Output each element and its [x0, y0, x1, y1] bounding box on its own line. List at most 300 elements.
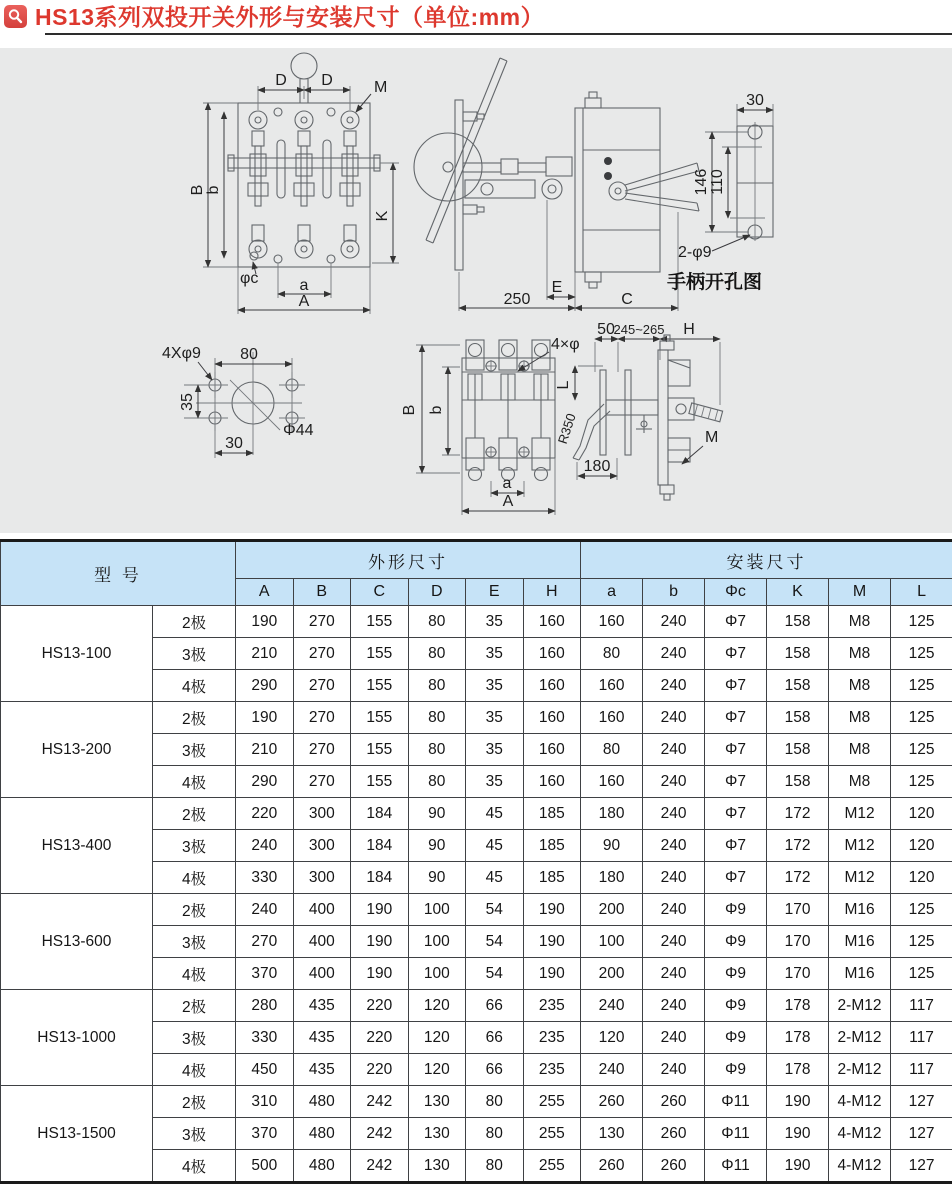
value-cell: M8 [829, 670, 891, 702]
pole-cell: 3极 [153, 830, 236, 862]
value-cell: 178 [767, 1054, 829, 1086]
value-cell: 190 [351, 958, 409, 990]
value-cell: 35 [466, 638, 524, 670]
value-cell: 242 [351, 1150, 409, 1183]
title-divider [45, 33, 952, 35]
col-header-D: D [408, 579, 466, 606]
dim-30b: 30 [225, 435, 243, 452]
value-cell: 170 [767, 958, 829, 990]
value-cell: 120 [891, 830, 952, 862]
col-header-C: C [351, 579, 409, 606]
value-cell: 184 [351, 798, 409, 830]
value-cell: 80 [581, 638, 643, 670]
value-cell: 190 [523, 926, 581, 958]
value-cell: 435 [293, 990, 351, 1022]
value-cell: 190 [236, 702, 294, 734]
value-cell: 190 [523, 894, 581, 926]
pole-cell: 4极 [153, 862, 236, 894]
col-header-H: H [523, 579, 581, 606]
value-cell: 370 [236, 958, 294, 990]
value-cell: 66 [466, 1022, 524, 1054]
value-cell: 255 [523, 1118, 581, 1150]
value-cell: 200 [581, 958, 643, 990]
value-cell: 80 [408, 766, 466, 798]
value-cell: 100 [408, 958, 466, 990]
model-cell: HS13-200 [1, 702, 153, 798]
value-cell: 155 [351, 702, 409, 734]
value-cell: 190 [767, 1118, 829, 1150]
value-cell: M8 [829, 766, 891, 798]
engineering-drawings [0, 48, 952, 533]
value-cell: 235 [523, 990, 581, 1022]
value-cell: 125 [891, 606, 952, 638]
value-cell: 190 [767, 1086, 829, 1118]
value-cell: 100 [408, 894, 466, 926]
value-cell: 130 [408, 1118, 466, 1150]
value-cell: 155 [351, 670, 409, 702]
value-cell: 240 [643, 766, 705, 798]
value-cell: 90 [408, 862, 466, 894]
magnifier-bullet-icon [4, 5, 27, 28]
value-cell: 80 [408, 670, 466, 702]
value-cell: 155 [351, 734, 409, 766]
value-cell: 120 [891, 862, 952, 894]
pole-assembly [248, 111, 360, 258]
dim-30: 30 [746, 92, 764, 109]
col-header-M: M [829, 579, 891, 606]
value-cell: 80 [408, 734, 466, 766]
value-cell: M12 [829, 798, 891, 830]
value-cell: Φ7 [705, 798, 767, 830]
value-cell: 240 [643, 606, 705, 638]
value-cell: 117 [891, 1022, 952, 1054]
value-cell: 240 [643, 990, 705, 1022]
pole-cell: 3极 [153, 1022, 236, 1054]
value-cell: 117 [891, 990, 952, 1022]
value-cell: 125 [891, 702, 952, 734]
dim-80: 80 [240, 346, 258, 363]
value-cell: 178 [767, 1022, 829, 1054]
dim-b2: b [428, 405, 445, 415]
value-cell: 240 [643, 670, 705, 702]
side-view-2 [555, 321, 723, 500]
model-group [1, 702, 952, 798]
value-cell: 125 [891, 894, 952, 926]
pole-cell: 2极 [153, 702, 236, 734]
dim-D-left: D [275, 72, 287, 89]
value-cell: Φ7 [705, 638, 767, 670]
front-view [189, 53, 399, 314]
value-cell: 100 [408, 926, 466, 958]
value-cell: 120 [408, 1022, 466, 1054]
value-cell: 210 [236, 638, 294, 670]
value-cell: 127 [891, 1150, 952, 1183]
value-cell: Φ7 [705, 862, 767, 894]
table-row [1, 1086, 952, 1118]
value-cell: 260 [643, 1150, 705, 1183]
pole-cell: 4极 [153, 1150, 236, 1183]
value-cell: 45 [466, 830, 524, 862]
dim-a2: a [502, 475, 512, 492]
dim-a: a [299, 277, 309, 294]
value-cell: 160 [523, 734, 581, 766]
value-cell: 35 [466, 606, 524, 638]
value-cell: 160 [581, 670, 643, 702]
dim-E: E [551, 279, 563, 296]
value-cell: 260 [581, 1150, 643, 1183]
value-cell: 235 [523, 1022, 581, 1054]
value-cell: 270 [293, 702, 351, 734]
value-cell: 158 [767, 766, 829, 798]
value-cell: 127 [891, 1086, 952, 1118]
value-cell: Φ7 [705, 702, 767, 734]
value-cell: 178 [767, 990, 829, 1022]
value-cell: 400 [293, 894, 351, 926]
col-header-b: b [643, 579, 705, 606]
value-cell: 130 [408, 1086, 466, 1118]
value-cell: 270 [293, 638, 351, 670]
value-cell: M8 [829, 638, 891, 670]
value-cell: Φ9 [705, 958, 767, 990]
col-header-L: L [891, 579, 952, 606]
value-cell: 80 [466, 1150, 524, 1183]
value-cell: M16 [829, 894, 891, 926]
dim-146: 146 [693, 168, 710, 196]
value-cell: 130 [408, 1150, 466, 1183]
value-cell: 190 [767, 1150, 829, 1183]
drawing-panel [0, 48, 952, 533]
value-cell: 185 [523, 862, 581, 894]
value-cell: 158 [767, 606, 829, 638]
value-cell: 4-M12 [829, 1086, 891, 1118]
value-cell: 370 [236, 1118, 294, 1150]
dim-H: H [683, 321, 695, 338]
value-cell: 210 [236, 734, 294, 766]
table-section [0, 539, 952, 1184]
value-cell: Φ9 [705, 1054, 767, 1086]
value-cell: 54 [466, 958, 524, 990]
dimension-table [0, 539, 952, 1184]
value-cell: 240 [643, 798, 705, 830]
value-cell: 155 [351, 606, 409, 638]
model-cell: HS13-400 [1, 798, 153, 894]
value-cell: Φ7 [705, 766, 767, 798]
value-cell: 172 [767, 798, 829, 830]
pole-cell: 3极 [153, 926, 236, 958]
value-cell: 240 [643, 734, 705, 766]
magnifier-glyph [7, 8, 24, 25]
dim-250: 250 [503, 291, 531, 308]
value-cell: M8 [829, 702, 891, 734]
label-4x-phi: 4×φ [551, 336, 580, 353]
value-cell: 125 [891, 766, 952, 798]
model-group [1, 798, 952, 894]
pole-cell: 2极 [153, 894, 236, 926]
handle-plate-caption: 手柄开孔图 [667, 272, 763, 293]
value-cell: 4-M12 [829, 1118, 891, 1150]
value-cell: 185 [523, 830, 581, 862]
pole-cell: 2极 [153, 798, 236, 830]
value-cell: 158 [767, 702, 829, 734]
value-cell: 240 [236, 830, 294, 862]
side-view [414, 58, 699, 311]
page-title: HS13系列双投开关外形与安装尺寸（单位:mm） [35, 4, 545, 30]
value-cell: 190 [523, 958, 581, 990]
value-cell: 270 [293, 670, 351, 702]
value-cell: M16 [829, 958, 891, 990]
value-cell: 120 [581, 1022, 643, 1054]
pole-cell: 3极 [153, 734, 236, 766]
col-header-E: E [466, 579, 524, 606]
value-cell: 240 [581, 1054, 643, 1086]
value-cell: 270 [293, 734, 351, 766]
value-cell: 158 [767, 638, 829, 670]
value-cell: 160 [523, 766, 581, 798]
dim-phi-c: φc [240, 270, 259, 287]
value-cell: 185 [523, 798, 581, 830]
col-header-A: A [236, 579, 294, 606]
value-cell: 270 [293, 766, 351, 798]
value-cell: 240 [643, 830, 705, 862]
value-cell: 480 [293, 1118, 351, 1150]
value-cell: Φ11 [705, 1086, 767, 1118]
value-cell: 80 [581, 734, 643, 766]
value-cell: 240 [643, 862, 705, 894]
value-cell: 66 [466, 1054, 524, 1086]
value-cell: 160 [581, 766, 643, 798]
model-cell: HS13-100 [1, 606, 153, 702]
value-cell: 90 [408, 830, 466, 862]
value-cell: 125 [891, 638, 952, 670]
value-cell: M8 [829, 606, 891, 638]
value-cell: 220 [351, 1022, 409, 1054]
value-cell: 80 [408, 638, 466, 670]
pole-cell: 4极 [153, 1054, 236, 1086]
value-cell: 220 [351, 1054, 409, 1086]
value-cell: 80 [408, 606, 466, 638]
value-cell: 190 [236, 606, 294, 638]
value-cell: M8 [829, 734, 891, 766]
value-cell: 270 [236, 926, 294, 958]
value-cell: 158 [767, 670, 829, 702]
value-cell: 400 [293, 958, 351, 990]
table-row [1, 894, 952, 926]
value-cell: 127 [891, 1118, 952, 1150]
value-cell: 117 [891, 1054, 952, 1086]
value-cell: Φ7 [705, 670, 767, 702]
model-cell: HS13-1500 [1, 1086, 153, 1183]
model-cell: HS13-600 [1, 894, 153, 990]
value-cell: 170 [767, 926, 829, 958]
dim-L: L [555, 380, 572, 390]
value-cell: 240 [643, 894, 705, 926]
value-cell: Φ9 [705, 894, 767, 926]
pole-cell: 2极 [153, 606, 236, 638]
dim-R350: R350 [554, 411, 579, 446]
value-cell: 80 [466, 1118, 524, 1150]
value-cell: 160 [581, 702, 643, 734]
value-cell: 435 [293, 1022, 351, 1054]
value-cell: 35 [466, 734, 524, 766]
value-cell: 35 [466, 766, 524, 798]
value-cell: 480 [293, 1150, 351, 1183]
value-cell: 300 [293, 830, 351, 862]
handle-plate-view [667, 92, 773, 293]
dim-D-right: D [321, 72, 333, 89]
dim-A2: A [502, 493, 514, 510]
dim-M2: M [705, 429, 719, 446]
value-cell: 125 [891, 670, 952, 702]
dim-A: A [298, 293, 310, 310]
value-cell: 240 [581, 990, 643, 1022]
value-cell: 270 [293, 606, 351, 638]
model-group [1, 606, 952, 702]
value-cell: 120 [891, 798, 952, 830]
model-group [1, 990, 952, 1086]
value-cell: Φ9 [705, 1022, 767, 1054]
value-cell: 90 [581, 830, 643, 862]
table-row [1, 702, 952, 734]
value-cell: 172 [767, 830, 829, 862]
value-cell: 184 [351, 862, 409, 894]
value-cell: 500 [236, 1150, 294, 1183]
pole-cell: 4极 [153, 670, 236, 702]
value-cell: 160 [581, 606, 643, 638]
value-cell: 242 [351, 1118, 409, 1150]
dim-b: b [205, 185, 222, 195]
value-cell: 300 [293, 798, 351, 830]
dim-110: 110 [709, 169, 726, 195]
value-cell: 260 [581, 1086, 643, 1118]
pole-cell: 2极 [153, 1086, 236, 1118]
value-cell: 35 [466, 702, 524, 734]
value-cell: 120 [408, 1054, 466, 1086]
label-2-phi9: 2-φ9 [678, 244, 712, 261]
col-header-B: B [293, 579, 351, 606]
dim-245-265: 245~265 [613, 322, 665, 337]
table-row [1, 606, 952, 638]
dim-50: 50 [597, 321, 615, 338]
value-cell: 242 [351, 1086, 409, 1118]
model-group [1, 1086, 952, 1183]
value-cell: 240 [643, 926, 705, 958]
value-cell: 155 [351, 638, 409, 670]
pole-cell: 4极 [153, 958, 236, 990]
col-header-phi-c: Φc [705, 579, 767, 606]
label-4x-phi9: 4Xφ9 [162, 345, 201, 362]
value-cell: 290 [236, 670, 294, 702]
value-cell: 330 [236, 1022, 294, 1054]
value-cell: 130 [581, 1118, 643, 1150]
value-cell: 172 [767, 862, 829, 894]
dim-35: 35 [179, 393, 196, 411]
value-cell: 100 [581, 926, 643, 958]
value-cell: 400 [293, 926, 351, 958]
header-outline-group: 外形尺寸 [236, 541, 581, 579]
value-cell: 435 [293, 1054, 351, 1086]
value-cell: 54 [466, 926, 524, 958]
dim-K: K [374, 210, 391, 222]
value-cell: 240 [643, 1022, 705, 1054]
page-header [0, 0, 952, 48]
value-cell: Φ9 [705, 990, 767, 1022]
value-cell: 240 [643, 702, 705, 734]
header-model: 型 号 [1, 541, 236, 606]
value-cell: 450 [236, 1054, 294, 1086]
value-cell: 220 [351, 990, 409, 1022]
value-cell: 240 [236, 894, 294, 926]
col-header-a: a [581, 579, 643, 606]
value-cell: 310 [236, 1086, 294, 1118]
value-cell: 45 [466, 798, 524, 830]
value-cell: Φ7 [705, 606, 767, 638]
value-cell: 80 [408, 702, 466, 734]
dim-B: B [189, 184, 206, 196]
pole-cell: 2极 [153, 990, 236, 1022]
value-cell: 35 [466, 670, 524, 702]
value-cell: 190 [351, 926, 409, 958]
value-cell: 45 [466, 862, 524, 894]
dim-M: M [374, 79, 388, 96]
value-cell: 260 [643, 1086, 705, 1118]
value-cell: 155 [351, 766, 409, 798]
pole-cell: 4极 [153, 766, 236, 798]
pole-cell: 3极 [153, 638, 236, 670]
value-cell: Φ7 [705, 734, 767, 766]
value-cell: 160 [523, 670, 581, 702]
value-cell: M12 [829, 862, 891, 894]
value-cell: 260 [643, 1118, 705, 1150]
value-cell: M12 [829, 830, 891, 862]
front-view-2 [401, 336, 580, 515]
value-cell: 4-M12 [829, 1150, 891, 1183]
value-cell: M16 [829, 926, 891, 958]
value-cell: 240 [643, 1054, 705, 1086]
model-cell: HS13-1000 [1, 990, 153, 1086]
value-cell: Φ11 [705, 1118, 767, 1150]
value-cell: 90 [408, 798, 466, 830]
value-cell: 220 [236, 798, 294, 830]
value-cell: 255 [523, 1150, 581, 1183]
value-cell: 255 [523, 1086, 581, 1118]
value-cell: 240 [643, 958, 705, 990]
value-cell: 180 [581, 798, 643, 830]
value-cell: 480 [293, 1086, 351, 1118]
value-cell: 80 [466, 1086, 524, 1118]
value-cell: 290 [236, 766, 294, 798]
dim-180: 180 [583, 458, 611, 475]
value-cell: 160 [523, 638, 581, 670]
table-row [1, 798, 952, 830]
value-cell: 170 [767, 894, 829, 926]
value-cell: 190 [351, 894, 409, 926]
value-cell: 280 [236, 990, 294, 1022]
value-cell: 184 [351, 830, 409, 862]
value-cell: 66 [466, 990, 524, 1022]
value-cell: Φ11 [705, 1150, 767, 1183]
value-cell: 240 [643, 638, 705, 670]
value-cell: 300 [293, 862, 351, 894]
value-cell: 125 [891, 734, 952, 766]
value-cell: 160 [523, 606, 581, 638]
value-cell: 2-M12 [829, 990, 891, 1022]
value-cell: 330 [236, 862, 294, 894]
label-phi44: Φ44 [283, 422, 314, 439]
col-header-K: K [767, 579, 829, 606]
value-cell: 235 [523, 1054, 581, 1086]
value-cell: Φ9 [705, 926, 767, 958]
value-cell: 125 [891, 958, 952, 990]
